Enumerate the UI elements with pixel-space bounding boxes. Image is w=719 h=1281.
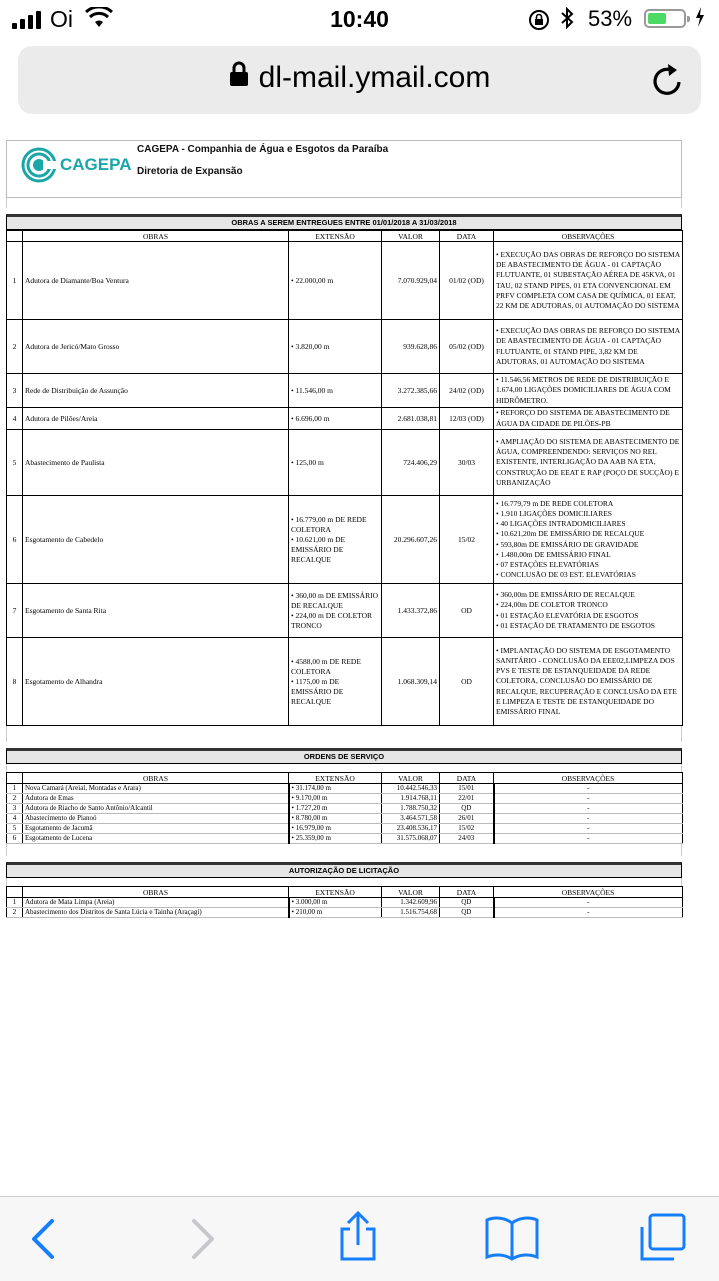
row-number: 4 bbox=[7, 814, 23, 824]
extensao-item: • 8.780,00 m bbox=[292, 814, 380, 823]
document bbox=[6, 140, 682, 918]
share-icon[interactable] bbox=[336, 1211, 380, 1268]
table-row bbox=[7, 824, 683, 834]
table-row bbox=[7, 794, 683, 804]
row-number: 3 bbox=[7, 374, 23, 408]
extensao-cell bbox=[289, 496, 382, 584]
data-cell: 15/02 bbox=[440, 824, 494, 834]
carrier-name: Oi bbox=[50, 6, 73, 32]
extensao-item: • 6.696,00 m bbox=[291, 414, 379, 424]
row-number: 1 bbox=[7, 242, 23, 320]
extensao-item: • 210,00 m bbox=[292, 908, 380, 917]
extensao-item: • 3.000,00 m bbox=[292, 898, 380, 907]
data-cell: QD bbox=[440, 908, 494, 918]
observacoes-cell: - bbox=[494, 834, 683, 844]
extensao-cell bbox=[289, 908, 382, 918]
row-number: 5 bbox=[7, 430, 23, 496]
clock: 10:40 bbox=[330, 6, 389, 32]
observacao-item: • 40 LIGAÇÕES INTRADOMICILIARES bbox=[496, 519, 680, 529]
row-number: 2 bbox=[7, 908, 23, 918]
header-valor: VALOR bbox=[382, 231, 440, 242]
table-row bbox=[7, 584, 683, 638]
valor-cell: 939.628,86 bbox=[382, 320, 440, 374]
table-row bbox=[7, 804, 683, 814]
extensao-cell bbox=[289, 824, 382, 834]
observacao-item: • 01 ESTAÇÃO ELEVATÓRIA DE ESGOTOS bbox=[496, 611, 680, 621]
obra-name: Adutora de Jericó/Mato Grosso bbox=[23, 320, 289, 374]
data-cell: QD bbox=[440, 898, 494, 908]
ordens-table bbox=[6, 772, 683, 844]
browser-toolbar bbox=[0, 1196, 719, 1281]
table-row bbox=[7, 638, 683, 726]
data-cell: 24/02 (OD) bbox=[440, 374, 494, 408]
obra-name: Abastecimento dos Distritos de Santa Lúcia e Tainha (Araçagi) bbox=[23, 908, 289, 918]
row-number: 1 bbox=[7, 784, 23, 794]
extensao-item: • 1175,00 m DE EMISSÁRIO DE RECALQUE bbox=[291, 677, 379, 707]
obra-name: Esgotamento de Alhandra bbox=[23, 638, 289, 726]
observacoes-cell: - bbox=[494, 824, 683, 834]
header-obras: OBRAS bbox=[23, 887, 289, 898]
observacao-item: • EXECUÇÃO DAS OBRAS DE REFORÇO DO SISTEMA DE ABASTECIMENTO DE ÁGUA - 01 CAPTAÇÃO FLUTUANTE, 01 STAND PIPE, 3,82 KM DE ADUTORAS, 01 AUTOMAÇÃO DO SISTEMA bbox=[496, 326, 680, 367]
battery-icon bbox=[644, 9, 686, 28]
data-cell: 05/02 (OD) bbox=[440, 320, 494, 374]
data-cell: 12/03 (OD) bbox=[440, 408, 494, 430]
table-row bbox=[7, 430, 683, 496]
extensao-cell bbox=[289, 242, 382, 320]
observacao-item: • 16.779,79 m DE REDE COLETORA bbox=[496, 499, 680, 509]
valor-cell: 1.433.372,86 bbox=[382, 584, 440, 638]
valor-cell: 31.575.068,07 bbox=[382, 834, 440, 844]
extensao-cell bbox=[289, 638, 382, 726]
table-row bbox=[7, 814, 683, 824]
extensao-cell bbox=[289, 898, 382, 908]
extensao-item: • 31.174,00 m bbox=[292, 784, 380, 793]
row-number: 5 bbox=[7, 824, 23, 834]
observacao-item: • 593,80m DE EMISSÁRIO DE GRAVIDADE bbox=[496, 540, 680, 550]
observacao-item: • 224,00m DE COLETOR TRONCO bbox=[496, 600, 680, 610]
obra-name: Esgotamento de Santa Rita bbox=[23, 584, 289, 638]
header-num bbox=[7, 231, 23, 242]
header-valor: VALOR bbox=[382, 773, 440, 784]
obra-name: Adutora de Riacho de Santo Antônio/Alcantil bbox=[23, 804, 289, 814]
obra-name: Nova Camará (Areial, Montadas e Arara) bbox=[23, 784, 289, 794]
row-number: 2 bbox=[7, 794, 23, 804]
reload-icon[interactable] bbox=[651, 62, 685, 103]
extensao-item: • 1.727,20 m bbox=[292, 804, 380, 813]
header-data: DATA bbox=[440, 231, 494, 242]
header-observacoes: OBSERVAÇÕES bbox=[494, 887, 683, 898]
obra-name: Rede de Distribuição de Assunção bbox=[23, 374, 289, 408]
licitacao-table bbox=[6, 886, 683, 918]
data-cell: 24/03 bbox=[440, 834, 494, 844]
observacoes-cell: - bbox=[494, 784, 683, 794]
row-number: 2 bbox=[7, 320, 23, 374]
address-bar[interactable] bbox=[18, 46, 701, 114]
table-row bbox=[7, 784, 683, 794]
valor-cell: 7.070.929,04 bbox=[382, 242, 440, 320]
section-title-licitacao: AUTORIZAÇÃO DE LICITAÇÃO bbox=[6, 862, 682, 878]
header-valor: VALOR bbox=[382, 887, 440, 898]
extensao-item: • 125,00 m bbox=[291, 458, 379, 468]
header-extensao: EXTENSÃO bbox=[289, 773, 382, 784]
table-row bbox=[7, 898, 683, 908]
org-name: CAGEPA - Companhia de Água e Esgotos da Paraíba bbox=[137, 144, 389, 155]
header-num bbox=[7, 773, 23, 784]
observacoes-cell bbox=[494, 584, 683, 638]
valor-cell: 724.406,29 bbox=[382, 430, 440, 496]
document-header bbox=[6, 140, 682, 198]
charging-icon bbox=[694, 6, 706, 34]
valor-cell: 23.408.536,17 bbox=[382, 824, 440, 834]
bluetooth-icon bbox=[560, 6, 574, 36]
extensao-cell bbox=[289, 408, 382, 430]
extensao-item: • 16.979,00 m bbox=[292, 824, 380, 833]
extensao-cell bbox=[289, 784, 382, 794]
lock-icon bbox=[229, 61, 249, 95]
header-num bbox=[7, 887, 23, 898]
observacoes-cell bbox=[494, 408, 683, 430]
obra-name: Adutora de Diamante/Boa Ventura bbox=[23, 242, 289, 320]
row-number: 6 bbox=[7, 496, 23, 584]
valor-cell: 1.914.768,11 bbox=[382, 794, 440, 804]
extensao-cell bbox=[289, 584, 382, 638]
extensao-item: • 10.621,00 m DE EMISSÁRIO DE RECALQUE bbox=[291, 535, 379, 565]
chevron-right-icon[interactable] bbox=[188, 1217, 218, 1266]
observacoes-cell: - bbox=[494, 908, 683, 918]
observacoes-cell: - bbox=[494, 814, 683, 824]
observacoes-cell bbox=[494, 320, 683, 374]
table-row bbox=[7, 496, 683, 584]
extensao-item: • 9.170,00 m bbox=[292, 794, 380, 803]
extensao-cell bbox=[289, 374, 382, 408]
observacoes-cell bbox=[494, 242, 683, 320]
observacao-item: • EXECUÇÃO DAS OBRAS DE REFORÇO DO SISTEMA DE ABASTECIMENTO DE ÁGUA - 01 CAPTAÇÃO FLUTUANTE, 01 SUBESTAÇÃO AÉREA DE 45KVA, 01 TAU, 02 STAND PIPES, 01 ETA CONVENCIONAL EM PRFV COMPLETA COM CASA DE QUÍMICA, 01 EEAT, 22 KM DE ADUTORAS, 01 AUTOMAÇÃO DO SISTEMA bbox=[496, 250, 680, 311]
extensao-item: • 16.779,00 m DE REDE COLETORA bbox=[291, 515, 379, 535]
logo-text: CAGEPA bbox=[60, 155, 132, 174]
battery-percent: 53% bbox=[588, 6, 633, 31]
valor-cell: 3.464.571,58 bbox=[382, 814, 440, 824]
obra-name: Abastecimento de Pianoó bbox=[23, 814, 289, 824]
observacoes-cell bbox=[494, 374, 683, 408]
obra-name: Esgotamento de Cabedelo bbox=[23, 496, 289, 584]
observacao-item: • 11.546,56 METROS DE REDE DE DISTRIBUIÇÃO E 1.674,00 LIGAÇÕES DOMICILIARES DE ÁGUA COM HIDRÔMETRO. bbox=[496, 375, 680, 406]
table-row bbox=[7, 374, 683, 408]
status-bar bbox=[0, 0, 719, 40]
valor-cell: 20.296.607,26 bbox=[382, 496, 440, 584]
row-number: 1 bbox=[7, 898, 23, 908]
extensao-item: • 22.000,00 m bbox=[291, 276, 379, 286]
table-header bbox=[7, 887, 683, 898]
observacoes-cell: - bbox=[494, 898, 683, 908]
cagepa-logo bbox=[21, 147, 131, 183]
valor-cell: 1.342.609,96 bbox=[382, 898, 440, 908]
header-extensao: EXTENSÃO bbox=[289, 231, 382, 242]
table-header bbox=[7, 773, 683, 784]
header-observacoes: OBSERVAÇÕES bbox=[494, 231, 683, 242]
observacao-item: • AMPLIAÇÃO DO SISTEMA DE ABASTECIMENTO DE ÁGUA, COMPREENDENDO: SERVIÇOS NO REL EXISTENTE, INTERLIGAÇÃO DA AAB NA ETA, CONSTRUÇÃO DE EEAT E RAP (POÇO DE SUCÇÃO) E URBANIZAÇÃO bbox=[496, 437, 680, 488]
observacoes-cell bbox=[494, 496, 683, 584]
valor-cell: 1.788.750,32 bbox=[382, 804, 440, 814]
header-data: DATA bbox=[440, 773, 494, 784]
url-text[interactable]: dl-mail.ymail.com bbox=[258, 61, 491, 95]
rotation-lock-icon bbox=[528, 9, 550, 36]
table-row bbox=[7, 408, 683, 430]
header-extensao: EXTENSÃO bbox=[289, 887, 382, 898]
valor-cell: 1.516.754,68 bbox=[382, 908, 440, 918]
section-title-ordens: ORDENS DE SERVIÇO bbox=[6, 748, 682, 764]
extensao-item: • 224,00 m DE COLETOR TRONCO bbox=[291, 611, 379, 631]
obra-name: Adutora de Emas bbox=[23, 794, 289, 804]
data-cell: 01/02 (OD) bbox=[440, 242, 494, 320]
extensao-cell bbox=[289, 320, 382, 374]
data-cell: QD bbox=[440, 804, 494, 814]
observacao-item: • REFORÇO DO SISTEMA DE ABASTECIMENTO DE ÁGUA DA CIDADE DE PILÕES-PB bbox=[496, 408, 680, 428]
chevron-left-icon[interactable] bbox=[28, 1217, 58, 1266]
department-name: Diretoria de Expansão bbox=[137, 166, 243, 177]
data-cell: 15/02 bbox=[440, 496, 494, 584]
valor-cell: 2.681.038,81 bbox=[382, 408, 440, 430]
table-row bbox=[7, 242, 683, 320]
extensao-item: • 360,00 m DE EMISSÁRIO DE RECALQUE bbox=[291, 591, 379, 611]
table-header bbox=[7, 231, 683, 242]
tabs-icon[interactable] bbox=[636, 1213, 688, 1268]
obra-name: Abastecimento de Paulista bbox=[23, 430, 289, 496]
data-cell: 22/01 bbox=[440, 794, 494, 804]
header-observacoes: OBSERVAÇÕES bbox=[494, 773, 683, 784]
extensao-cell bbox=[289, 430, 382, 496]
row-number: 4 bbox=[7, 408, 23, 430]
table-row bbox=[7, 320, 683, 374]
extensao-item: • 25.359,00 m bbox=[292, 834, 380, 843]
observacao-item: • IMPLANTAÇÃO DO SISTEMA DE ESGOTAMENTO SANITÁRIO - CONCLUSÃO DA EEE02,LIMPEZA DOS PVS E TESTE DE ESTANQUEIDADE DA REDE COLETORA, CONCLUSÃO DO EMISSÁRIO DE RECALQUE, RECUPERAÇÃO E CONCLUSÃO DA ETE E LIMPEZA E TESTE DE ESTANQUEIDADE DO EMISSÁRIO FINAL bbox=[496, 646, 680, 717]
obra-name: Adutora de Mata Limpa (Areia) bbox=[23, 898, 289, 908]
section-title-obras: OBRAS A SEREM ENTREGUES ENTRE 01/01/2018 A 31/03/2018 bbox=[6, 214, 682, 230]
table-row bbox=[7, 908, 683, 918]
row-number: 6 bbox=[7, 834, 23, 844]
extensao-item: • 3.820,00 m bbox=[291, 342, 379, 352]
data-cell: 30/03 bbox=[440, 430, 494, 496]
observacao-item: • 360,00m DE EMISSÁRIO DE RECALQUE bbox=[496, 590, 680, 600]
header-obras: OBRAS bbox=[23, 773, 289, 784]
extensao-cell bbox=[289, 794, 382, 804]
obras-table bbox=[6, 230, 683, 726]
table-row bbox=[7, 834, 683, 844]
observacoes-cell bbox=[494, 638, 683, 726]
extensao-item: • 4588,00 m DE REDE COLETORA bbox=[291, 657, 379, 677]
extensao-cell bbox=[289, 804, 382, 814]
book-icon[interactable] bbox=[484, 1215, 540, 1266]
data-cell: OD bbox=[440, 638, 494, 726]
observacoes-cell: - bbox=[494, 794, 683, 804]
observacao-item: • 1.910 LIGAÇÕES DOMICILIARES bbox=[496, 509, 680, 519]
data-cell: 26/01 bbox=[440, 814, 494, 824]
extensao-cell bbox=[289, 834, 382, 844]
row-number: 8 bbox=[7, 638, 23, 726]
obra-name: Esgotamento de Lucena bbox=[23, 834, 289, 844]
data-cell: OD bbox=[440, 584, 494, 638]
header-obras: OBRAS bbox=[23, 231, 289, 242]
valor-cell: 3.272.385,66 bbox=[382, 374, 440, 408]
row-number: 3 bbox=[7, 804, 23, 814]
observacao-item: • 07 ESTAÇÕES ELEVATÓRIAS bbox=[496, 560, 680, 570]
obra-name: Adutora de Pilões/Areia bbox=[23, 408, 289, 430]
observacao-item: • 01 ESTAÇÃO DE TRATAMENTO DE ESGOTOS bbox=[496, 621, 680, 631]
obra-name: Esgotamento de Jacumã bbox=[23, 824, 289, 834]
extensao-item: • 11.546,00 m bbox=[291, 386, 379, 396]
row-number: 7 bbox=[7, 584, 23, 638]
observacao-item: • 10.621,20m DE EMISSÁRIO DE RECALQUE bbox=[496, 529, 680, 539]
data-cell: 15/01 bbox=[440, 784, 494, 794]
valor-cell: 10.442.546,33 bbox=[382, 784, 440, 794]
header-data: DATA bbox=[440, 887, 494, 898]
observacao-item: • 1.480,00m DE EMISSÁRIO FINAL bbox=[496, 550, 680, 560]
observacoes-cell: - bbox=[494, 804, 683, 814]
valor-cell: 1.068.309,14 bbox=[382, 638, 440, 726]
observacao-item: • CONCLUSÃO DE 03 EST. ELEVATÓRIAS bbox=[496, 570, 680, 580]
extensao-cell bbox=[289, 814, 382, 824]
observacoes-cell bbox=[494, 430, 683, 496]
